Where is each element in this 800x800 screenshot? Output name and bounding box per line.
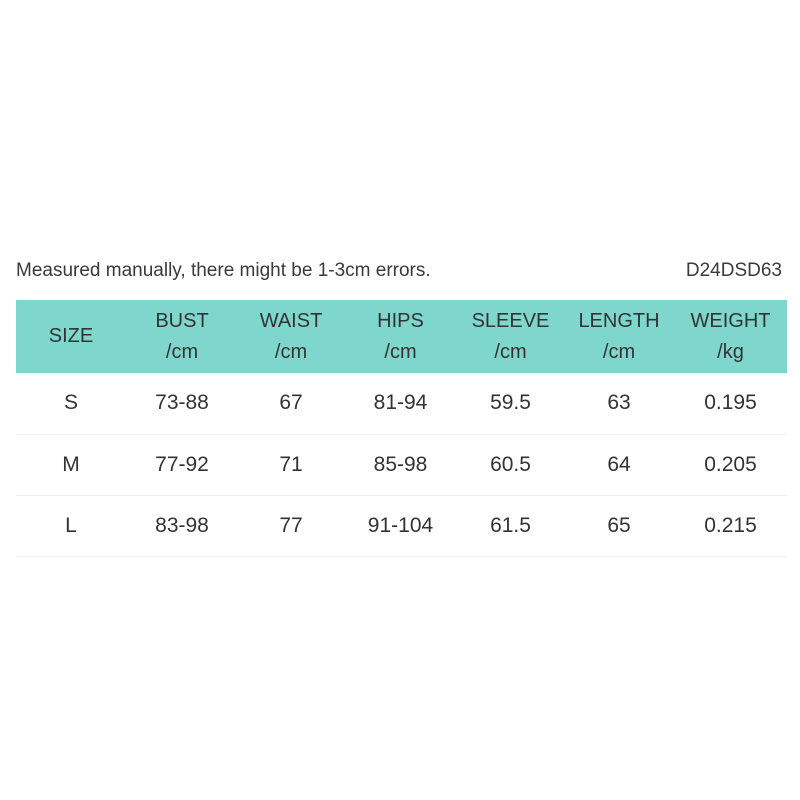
header-waist-unit: /cm — [274, 340, 308, 363]
cell-hips: 81-94 — [373, 391, 428, 415]
cell-weight: 0.195 — [704, 391, 757, 415]
cell-bust: 73-88 — [155, 391, 209, 415]
measurement-note-row — [16, 258, 782, 284]
table-row — [16, 434, 787, 495]
header-hips-label: HIPS — [377, 309, 424, 332]
cell-size: L — [65, 513, 77, 537]
header-length-label: LENGTH — [578, 309, 660, 332]
header-bust-unit: /cm — [165, 340, 199, 363]
header-hips-unit: /cm — [384, 340, 417, 363]
cell-length: 64 — [607, 452, 631, 476]
cell-length: 63 — [607, 391, 631, 415]
cell-waist: 77 — [279, 513, 303, 537]
cell-sleeve: 60.5 — [490, 452, 531, 476]
cell-length: 65 — [607, 513, 631, 537]
header-waist-label: WAIST — [259, 309, 323, 332]
cell-weight: 0.205 — [704, 452, 757, 476]
table-row — [16, 373, 787, 434]
header-size — [16, 300, 126, 373]
header-weight-label: WEIGHT — [690, 309, 771, 332]
header-length-unit: /cm — [602, 340, 636, 363]
cell-waist: 67 — [279, 391, 303, 415]
table-header-row — [16, 300, 787, 373]
cell-hips: 91-104 — [367, 513, 434, 537]
header-bust-label: BUST — [155, 309, 209, 332]
header-hips — [344, 300, 457, 373]
header-sleeve — [457, 300, 564, 373]
cell-weight: 0.215 — [704, 513, 757, 537]
product-code: D24DSD63 — [685, 260, 782, 281]
header-weight — [674, 300, 787, 373]
cell-bust: 77-92 — [155, 452, 209, 476]
measurement-note: Measured manually, there might be 1-3cm errors. — [16, 260, 431, 281]
cell-bust: 83-98 — [155, 513, 209, 537]
cell-size: S — [63, 391, 78, 415]
header-waist — [238, 300, 344, 373]
cell-waist: 71 — [279, 452, 303, 476]
header-sleeve-unit: /cm — [494, 340, 527, 363]
cell-size: M — [62, 452, 80, 476]
cell-sleeve: 59.5 — [490, 391, 531, 415]
cell-hips: 85-98 — [373, 452, 428, 476]
table-row — [16, 495, 787, 556]
header-weight-unit: /kg — [717, 340, 744, 363]
header-length — [564, 300, 674, 373]
header-bust — [126, 300, 238, 373]
cell-sleeve: 61.5 — [490, 513, 531, 537]
size-chart-table — [16, 300, 787, 557]
header-sleeve-label: SLEEVE — [471, 309, 550, 332]
header-size-label: SIZE — [48, 325, 94, 347]
